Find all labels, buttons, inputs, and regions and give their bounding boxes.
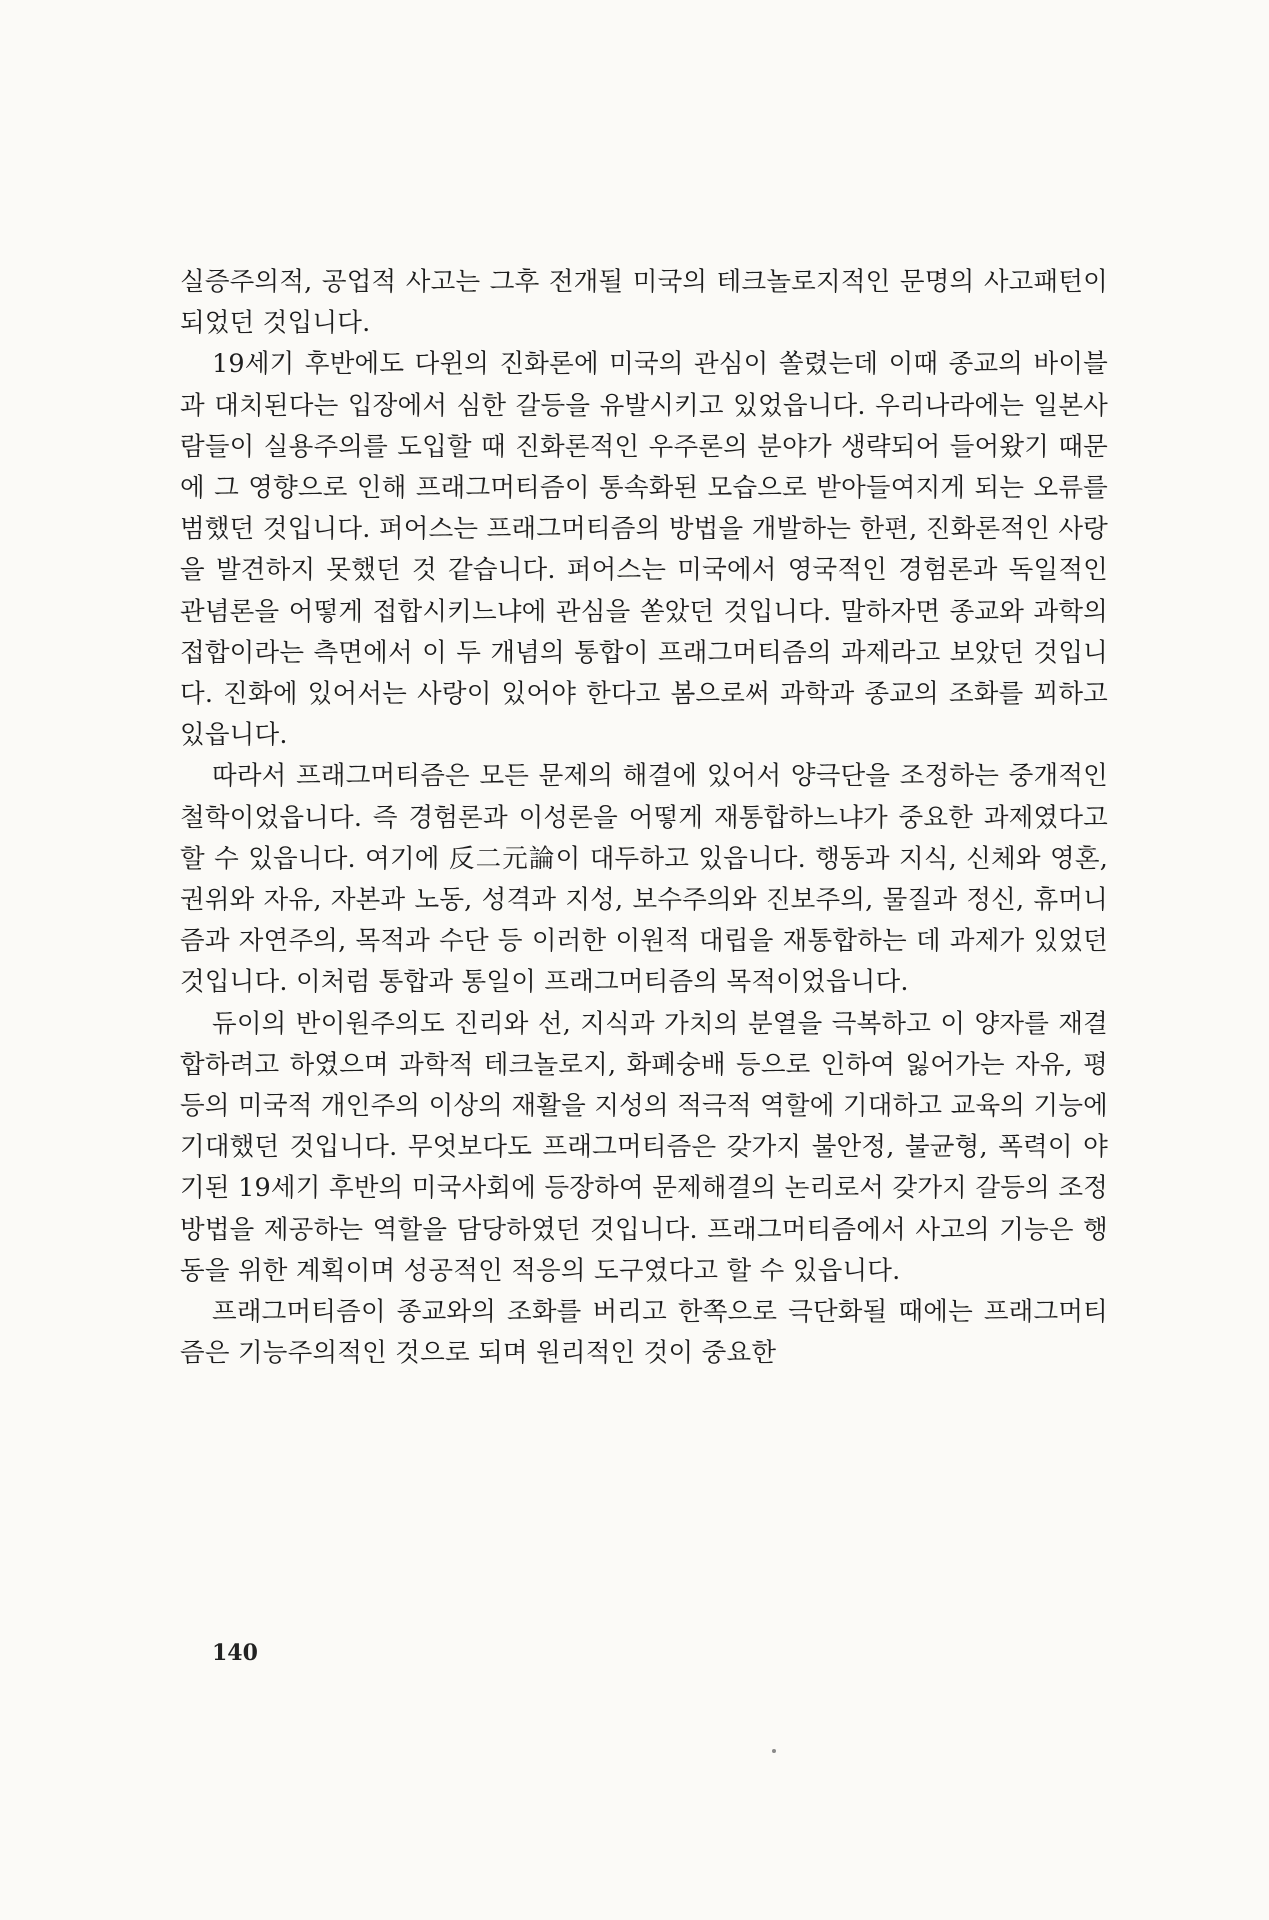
paragraph-1: 실증주의적, 공업적 사고는 그후 전개될 미국의 테크놀로지적인 문명의 사고패턴이 되었던 것입니다.	[180, 267, 1108, 339]
paragraph-4: 듀이의 반이원주의도 진리와 선, 지식과 가치의 분열을 극복하고 이 양자를 재결합하려고 하였으며 과학적 테크놀로지, 화폐숭배 등으로 인하여 잃어가는 자유, 평등의 미국적 개인주의 이상의 재활을 지성의 적극적 역할에 기대하고 교육의 기능에 기대했던 것입니다. 무엇보다도 프래그머티즘은 갖가지 불안정, 불균형, 폭력이 야기된 19세기 후반의 미국사회에 등장하여 문제해결의 논리로서 갖가지 갈등의 조정방법을 제공하는 역할을 담당하였던 것입니다. 프래그머티즘에서 사고의 기능은 행동을 위한 계획이며 성공적인 적응의 도구였다고 할 수 있읍니다.	[180, 1008, 1108, 1286]
dust-speck	[772, 1749, 776, 1753]
paragraph-2: 19세기 후반에도 다윈의 진화론에 미국의 관심이 쏠렸는데 이때 종교의 바이블과 대치된다는 입장에서 심한 갈등을 유발시키고 있었읍니다. 우리나라에는 일본사람들이 실용주의를 도입할 때 진화론적인 우주론의 분야가 생략되어 들어왔기 때문에 그 영향으로 인해 프래그머티즘이 통속화된 모습으로 받아들여지게 되는 오류를 범했던 것입니다. 퍼어스는 프래그머티즘의 방법을 개발하는 한편, 진화론적인 사랑을 발견하지 못했던 것 같습니다. 퍼어스는 미국에서 영국적인 경험론과 독일적인 관념론을 어떻게 접합시키느냐에 관심을 쏟았던 것입니다. 말하자면 종교와 과학의 접합이라는 측면에서 이 두 개념의 통합이 프래그머티즘의 과제라고 보았던 것입니다. 진화에 있어서는 사랑이 있어야 한다고 봄으로써 과학과 종교의 조화를 꾀하고 있읍니다.	[180, 349, 1108, 751]
paragraph-5: 프래그머티즘이 종교와의 조화를 버리고 한쪽으로 극단화될 때에는 프래그머티즘은 기능주의적인 것으로 되며 원리적인 것이 중요한	[180, 1297, 1108, 1369]
body-text	[180, 262, 1108, 1374]
page-number: 140	[212, 1640, 258, 1666]
paragraph-3: 따라서 프래그머티즘은 모든 문제의 해결에 있어서 양극단을 조정하는 중개적인 철학이었읍니다. 즉 경험론과 이성론을 어떻게 재통합하느냐가 중요한 과제였다고 할 수 있읍니다. 여기에 反二元論이 대두하고 있읍니다. 행동과 지식, 신체와 영혼, 권위와 자유, 자본과 노동, 성격과 지성, 보수주의와 진보주의, 물질과 정신, 휴머니즘과 자연주의, 목적과 수단 등 이러한 이원적 대립을 재통합하는 데 과제가 있었던 것입니다. 이처럼 통합과 통일이 프래그머티즘의 목적이었읍니다.	[180, 761, 1108, 998]
